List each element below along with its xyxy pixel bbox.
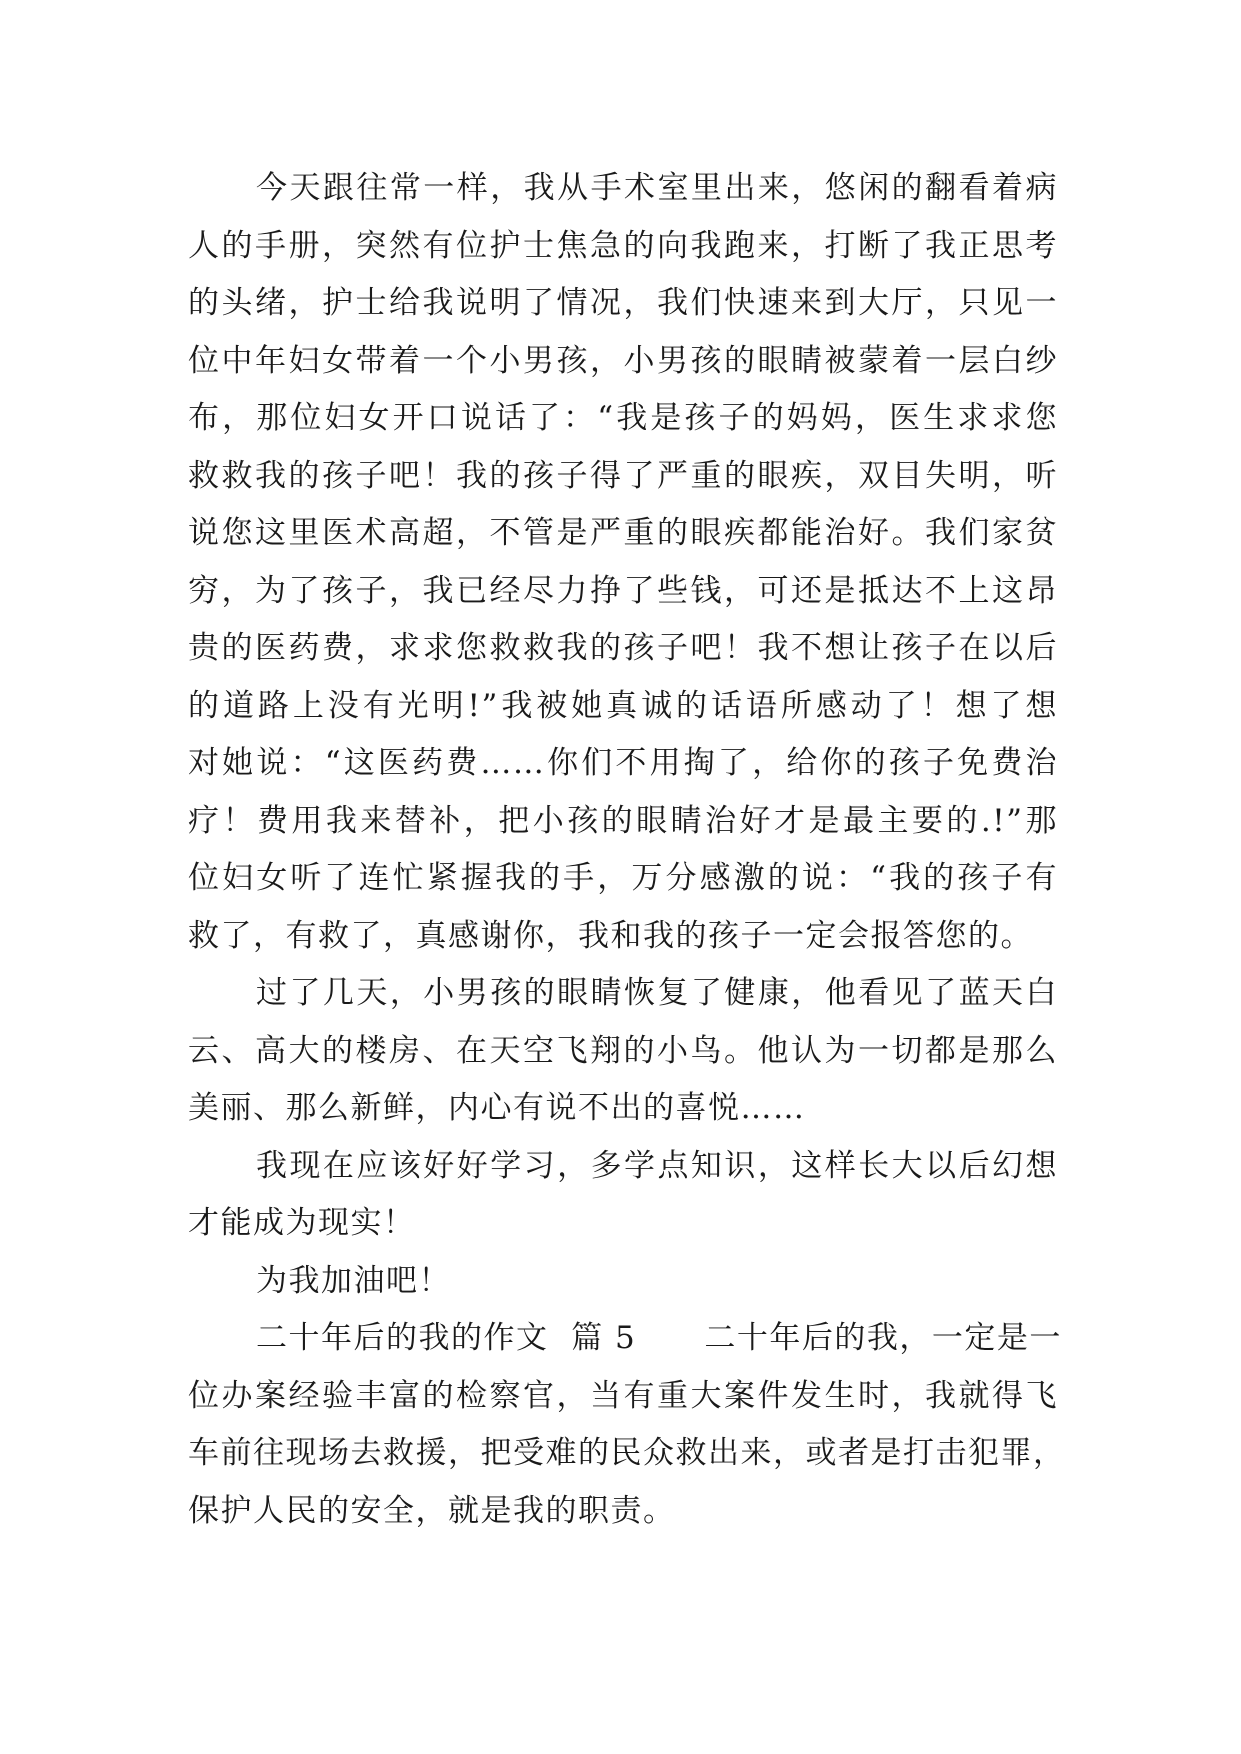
paragraph-5-line-1: 二十年后的我的作文 篇 5 二十年后的我，一定是一 [256,1320,1062,1356]
paragraph-1-line-12: 疗！费用我来替补，把小孩的眼睛治好才是最主要的.!”那 [188,802,1058,839]
paragraph-1-line-4: 位中年妇女带着一个小男孩，小男孩的眼睛被蒙着一层白纱 [188,342,1058,379]
document-body [188,160,1066,1540]
paragraph-1-line-9: 贵的医药费，求求您救救我的孩子吧！我不想让孩子在以后 [188,630,1058,666]
paragraph-1-line-5: 布，那位妇女开口说话了：“我是孩子的妈妈，医生求求您 [188,400,1058,436]
paragraph-4-line-1: 为我加油吧！ [256,1262,451,1299]
paragraph-1-line-14: 救了，有救了，真感谢你，我和我的孩子一定会报答您的。 [188,917,1033,954]
paragraph-1-line-11: 对她说：“这医药费……你们不用掏了，给你的孩子免费治 [188,745,1058,781]
paragraph-1-line-7: 说您这里医术高超，不管是严重的眼疾都能治好。我们家贫 [188,515,1058,551]
paragraph-2-line-1: 过了几天，小男孩的眼睛恢复了健康，他看见了蓝天白 [256,975,1058,1011]
paragraph-1-line-2: 人的手册，突然有位护士焦急的向我跑来，打断了我正思考 [188,227,1058,264]
paragraph-5-line-2: 位办案经验丰富的检察官，当有重大案件发生时，我就得飞 [188,1377,1058,1414]
paragraph-5-line-3: 车前往现场去救援，把受难的民众救出来，或者是打击犯罪， [188,1435,1066,1471]
paragraph-2-line-3: 美丽、那么新鲜，内心有说不出的喜悦…… [188,1090,806,1126]
paragraph-1-line-1: 今天跟往常一样，我从手术室里出来，悠闲的翻看着病 [256,170,1058,206]
paragraph-1-line-10: 的道路上没有光明!”我被她真诚的话语所感动了！想了想 [188,687,1058,724]
paragraph-1-line-3: 的头绪，护士给我说明了情况，我们快速来到大厅，只见一 [188,285,1058,321]
paragraph-2-line-2: 云、高大的楼房、在天空飞翔的小鸟。他认为一切都是那么 [188,1032,1058,1069]
paragraph-3-line-1: 我现在应该好好学习，多学点知识，这样长大以后幻想 [256,1147,1058,1184]
paragraph-1-line-6: 救救我的孩子吧！我的孩子得了严重的眼疾，双目失明，听 [188,457,1058,494]
paragraph-1-line-13: 位妇女听了连忙紧握我的手，万分感激的说：“我的孩子有 [188,860,1058,896]
paragraph-5-line-4: 保护人民的安全，就是我的职责。 [188,1492,676,1529]
paragraph-3-line-2: 才能成为现实！ [188,1205,416,1241]
paragraph-1-line-8: 穷，为了孩子，我已经尽力挣了些钱，可还是抵达不上这昂 [188,572,1058,609]
